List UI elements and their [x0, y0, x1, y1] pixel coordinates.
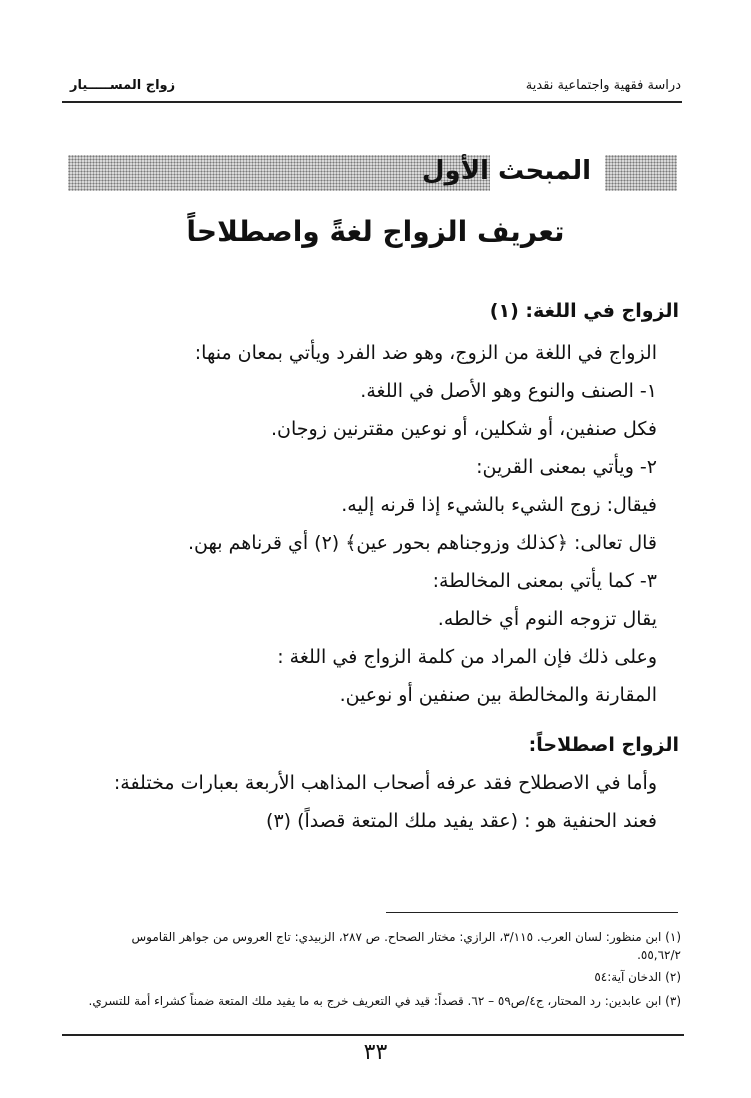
- footnote-2: (٢) الدخان آية:٥٤: [594, 970, 681, 984]
- body-line: قال تعالى: ﴿كذلك وزوجناهم بحور عين﴾ (٢) أي قرناهم بهن.: [188, 532, 657, 554]
- footnote-3: (٣) ابن عابدين: رد المحتار، ج٤/ص٥٩ – ٦٢. قصداً: قيد في التعريف خرج به ما يفيد ملك المتعة ضمناً كشراء أمة للتسري.: [88, 994, 681, 1008]
- footnote-rule: [386, 912, 678, 913]
- body-line: ٢- ويأتي بمعنى القرين:: [476, 456, 657, 478]
- chapter-title: تعريف الزواج لغةً واصطلاحاً: [186, 215, 565, 248]
- body-line: ١- الصنف والنوع وهو الأصل في اللغة.: [360, 380, 657, 402]
- body-line: الزواج في اللغة من الزوج، وهو ضد الفرد ويأتي بمعان منها:: [194, 342, 657, 364]
- section-banner-title: المبحث الأول: [421, 156, 591, 186]
- body-line: فيقال: زوج الشيء بالشيء إذا قرنه إليه.: [341, 494, 657, 516]
- footnote-1: (١) ابن منظور: لسان العرب. ٣/١١٥، الرازي: مختار الصحاح. ص ٢٨٧، الزبيدي: تاج العروس من جواهر القاموس: [131, 930, 681, 944]
- body-line: وعلى ذلك فإن المراد من كلمة الزواج في اللغة :: [277, 646, 657, 668]
- header-book-title: زواج المســـــيار: [70, 78, 176, 93]
- body-line: ٣- كما يأتي بمعنى المخالطة:: [432, 570, 657, 592]
- body-line: يقال تزوجه النوم أي خالطه.: [437, 608, 657, 630]
- body-line: فعند الحنفية هو : (عقد يفيد ملك المتعة قصداً) (٣): [266, 810, 657, 832]
- heading-lugha: الزواج في اللغة: (١): [489, 300, 679, 322]
- footer-rule: [62, 1034, 684, 1036]
- heading-istilah: الزواج اصطلاحاً:: [528, 734, 679, 756]
- footnote-1-continued: ٥٥,٦٢/٢.: [637, 948, 681, 962]
- page-number: ٣٣: [363, 1040, 388, 1065]
- body-line: فكل صنفين، أو شكلين، أو نوعين مقترنين زوجان.: [271, 418, 657, 440]
- header-book-subtitle: دراسة فقهية واجتماعية نقدية: [525, 78, 681, 93]
- section-banner-pattern-right: [605, 155, 677, 191]
- body-line: وأما في الاصطلاح فقد عرفه أصحاب المذاهب الأربعة بعبارات مختلفة:: [113, 772, 657, 794]
- header-rule: [62, 101, 682, 103]
- body-line: المقارنة والمخالطة بين صنفين أو نوعين.: [339, 684, 657, 706]
